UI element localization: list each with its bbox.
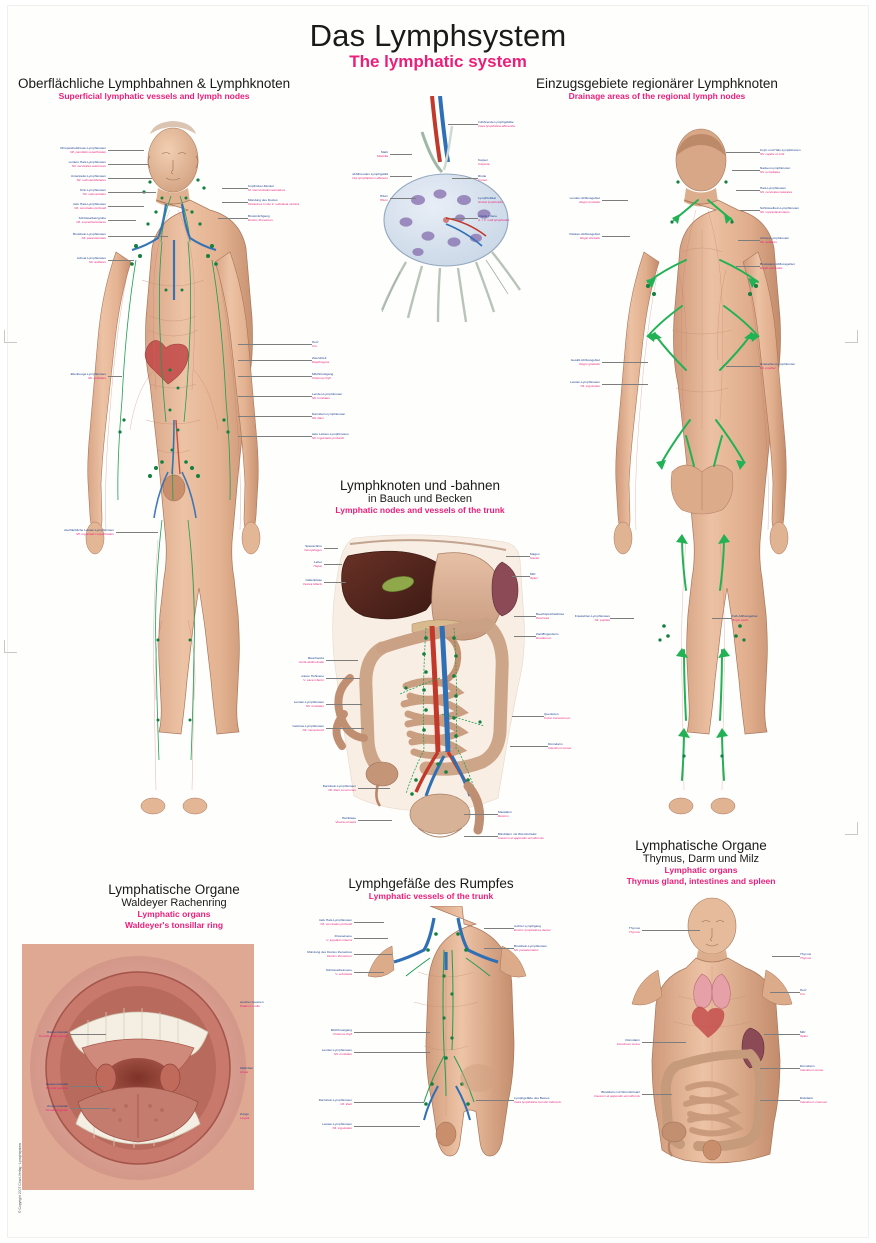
- leader-line: [324, 582, 346, 583]
- label-item: Magen Gaster: [530, 552, 540, 561]
- label-item: Nacken-Lymphknoten Nll. occipitales: [760, 166, 791, 175]
- label-item: Milchbrustgang Cisterna chyli: [312, 372, 334, 381]
- label-item: Herz Cor: [800, 988, 807, 997]
- leader-line: [484, 948, 514, 949]
- leader-line: [448, 124, 478, 125]
- label-item: rechter Lymphgang Ductus lymphaticus dexter: [514, 924, 551, 933]
- copyright-note: © Copyright 2007 Chart-Verlag · Lymphsystem: [18, 1142, 22, 1213]
- leader-line: [354, 922, 384, 923]
- label-item: Brustwand-Abflussgebiet Regio pectoralis: [760, 262, 795, 271]
- label-item: vordere Hals-Lymphknoten Nll. cervicales anteriores: [68, 160, 106, 169]
- leader-line: [354, 1102, 424, 1103]
- label-item: Lenden-Lymphknoten Nll. lumbales: [312, 392, 343, 401]
- leader-line: [760, 1068, 800, 1069]
- leader-line: [642, 1094, 672, 1095]
- leader-line: [354, 938, 388, 939]
- figure-superficial-body: [58, 120, 288, 820]
- leader-line: [738, 240, 760, 241]
- label-item: Dünndarm Intestinum tenue: [548, 742, 572, 751]
- label-item: Zäpfchen Uvula: [240, 1066, 254, 1075]
- leader-line: [238, 396, 312, 397]
- label-item: Brustmilchgang Ductus thoracicus: [248, 214, 273, 223]
- label-item: Kopfnicker-Muskel M. sternocleidomastoideus: [248, 184, 286, 193]
- label-item: Zunge Lingua: [240, 1112, 250, 1121]
- label-item: Mündung des Ductus thoracicus in die V. subclavia sinistra: [248, 198, 300, 207]
- leader-line: [326, 660, 358, 661]
- leader-line: [108, 220, 136, 221]
- leader-line: [108, 236, 168, 237]
- leader-line: [642, 1042, 686, 1043]
- label-item: Ohrspeicheldrüsen-Lymphknoten Nll. parotidei superficiales: [59, 146, 106, 155]
- leader-line: [512, 576, 530, 577]
- label-item: Achsel-Lymphknoten Nll. axillares: [76, 256, 106, 265]
- label-item: Thymus Thymus: [800, 952, 812, 961]
- label-item: Lymphfollikel Noduli lymphoidei: [478, 196, 503, 205]
- label-item: Dünndarm Intestinum tenue: [616, 1038, 640, 1047]
- leader-line: [218, 218, 248, 219]
- label-item: Schlüsselbein-Lymphknoten Nll. supraclaviculares: [760, 206, 800, 215]
- leader-line: [70, 1108, 110, 1109]
- label-item: Blinddarm mit Wurmfortsatz Caecum et appendix vermiformis: [498, 832, 544, 841]
- leader-line: [222, 188, 248, 189]
- leader-line: [354, 954, 392, 955]
- label-item: Bauchspeicheldrüse Pancreas: [536, 612, 565, 621]
- label-item: Mündung des Ductus thoracicus Ductus thoracicus: [307, 950, 352, 959]
- panel-title-drainage: Einzugsgebiete regionärer Lymphknoten Drainage areas of the regional lymph nodes: [536, 76, 778, 101]
- label-item: Brustbein-Lymphknoten Nll. parasternales: [514, 944, 547, 953]
- leader-line: [512, 716, 544, 717]
- label-item: Gekröse-Lymphknoten Nll. mesenterici: [292, 724, 324, 733]
- label-item: Mark Medulla: [377, 150, 388, 159]
- leader-line: [326, 704, 362, 705]
- label-item: Darmbein-Lymphknoten Nll. iliaci: [312, 412, 346, 421]
- label-item: Darmbein-Lymphknoten Nll. iliaci communes: [322, 784, 356, 793]
- label-item: abführendes Lymphgefäß Vas lymphaticum efferens: [352, 172, 388, 181]
- label-item: Milz Splen: [800, 1030, 809, 1039]
- label-item: tiefe Leisten-Lymphknoten Nll. inguinales profundi: [312, 432, 349, 441]
- leader-line: [324, 548, 338, 549]
- figure-abdomen-pelvis: [320, 528, 560, 858]
- leader-line: [390, 198, 416, 199]
- page-title: Das Lymphsystem: [309, 18, 567, 53]
- leader-line: [390, 154, 412, 155]
- label-item: zuführende Lymphgefäße Vasa lymphatica afferentia: [478, 120, 515, 129]
- label-item: Querkolon Colon transversum: [544, 712, 571, 721]
- label-item: Zungenmandel Tonsilla lingualis: [45, 1104, 68, 1113]
- label-item: Gaumenmandel Tonsilla palatina: [45, 1082, 68, 1091]
- panel-title-superficial: Oberflächliche Lymphbahnen & Lymphknoten Superficial lymphatic vessels and lymph nodes: [18, 76, 291, 101]
- label-item: Milz Splen: [530, 572, 539, 581]
- leader-line: [452, 178, 478, 179]
- label-item: tiefe Hals-Lymphknoten Nll. cervicales profundi: [319, 918, 352, 927]
- crop-mark: [4, 330, 17, 343]
- leader-line: [464, 814, 498, 815]
- label-item: Kapsel Capsula: [478, 158, 490, 167]
- label-item: Achsel-Lymphknoten Nll. axillares: [760, 236, 790, 245]
- leader-line: [324, 564, 342, 565]
- leader-line: [238, 436, 312, 437]
- label-item: Schlüsselbeinvene V. subclavia: [325, 968, 352, 977]
- leader-line: [510, 746, 548, 747]
- panel-title-abdomen: Lymphknoten und -bahnen in Bauch und Becken Lymphatic nodes and vessels of the trunk: [335, 478, 505, 515]
- label-item: Bauchaorta Aorta abdominalis: [298, 656, 324, 665]
- leader-line: [108, 260, 134, 261]
- leader-line: [238, 344, 312, 345]
- label-item: untere Hohlvene V. cava inferior: [300, 674, 324, 683]
- leader-line: [602, 236, 630, 237]
- leader-line: [760, 1100, 800, 1101]
- leader-line: [358, 820, 392, 821]
- leader-line: [108, 376, 122, 377]
- label-item: Lenden-Lymphknoten Nll. lumbales: [321, 1048, 352, 1057]
- label-item: Brustbein-Lymphknoten Nll. parasternales: [73, 232, 106, 241]
- leader-line: [326, 678, 360, 679]
- label-item: Lymphgefäße des Beines Vasa lymphatica membri inferioris: [514, 1096, 561, 1105]
- label-item: Blinddarm mit Wurmfortsatz Caecum et appendix vermiformis: [594, 1090, 640, 1099]
- label-item: Mastdarm Rectum: [498, 810, 512, 819]
- label-item: Rücken-Abflussgebiet Regio dorsalis: [569, 232, 600, 241]
- label-item: Milchbrustgang Cisterna chyli: [330, 1028, 352, 1037]
- leader-line: [390, 176, 412, 177]
- label-item: Fuß-Abflussgebiet Regio pedis: [732, 614, 758, 623]
- label-item: Gallenblase Vesica biliaris: [302, 578, 322, 587]
- label-item: Leisten-Lymphknoten Nll. inguinales: [322, 1122, 352, 1131]
- leader-line: [238, 376, 312, 377]
- label-item: Kopf- und Hals-Lymphknoten Nll. capitis et colli: [760, 148, 801, 157]
- leader-line: [354, 972, 384, 973]
- leader-line: [108, 192, 156, 193]
- crop-mark: [845, 822, 858, 835]
- leader-line: [602, 200, 628, 201]
- leader-line: [354, 1126, 420, 1127]
- leader-line: [712, 618, 732, 619]
- label-item: weicher Gaumen Palatum molle: [240, 1000, 264, 1009]
- leader-line: [464, 836, 498, 837]
- leader-line: [764, 1034, 800, 1035]
- panel-title-trunk-vessels: Lymphgefäße des Rumpfes Lymphatic vessels of the trunk: [348, 876, 514, 901]
- panel-title-organs: Lymphatische Organe Thymus, Darm und Milz Lymphatic organs Thymus gland, intestines and spleen: [626, 838, 776, 886]
- leader-line: [602, 384, 648, 385]
- leader-line: [732, 170, 760, 171]
- leader-line: [354, 1052, 430, 1053]
- label-item: oberflächliche Leisten-Lymphknoten Nll. inguinales superficiales: [63, 528, 114, 537]
- crop-mark: [4, 640, 17, 653]
- leader-line: [642, 930, 700, 931]
- leader-line: [116, 532, 158, 533]
- label-item: Zwölffingerdarm Duodenum: [536, 632, 559, 641]
- label-item: Lenden-Lymphknoten Nll. lumbales: [293, 700, 324, 709]
- label-item: Schlüsselbeingrube Nll. supraclaviculares: [76, 216, 106, 225]
- label-item: Darmbein-Lymphknoten Nll. iliaci: [318, 1098, 352, 1107]
- leader-line: [238, 416, 312, 417]
- label-item: Kniekehlen-Lymphknoten Nll. poplitei: [760, 362, 796, 371]
- panel-title-waldeyer: Lymphatische Organe Waldeyer Rachenring Lymphatic organs Waldeyer's tonsillar ring: [108, 882, 240, 930]
- leader-line: [108, 150, 144, 151]
- crop-mark: [845, 330, 858, 343]
- leader-line: [736, 266, 760, 267]
- label-item: Drosselvene V. jugularis interna: [326, 934, 352, 943]
- leader-line: [238, 360, 312, 361]
- leader-line: [476, 1100, 514, 1101]
- label-item: Dickdarm Intestinum crassum: [800, 1096, 828, 1105]
- label-item: Speiseröhre Oesophagus: [304, 544, 322, 553]
- label-item: Thymus Thymus: [628, 926, 640, 935]
- label-item: Gesäß-Abflussgebiet Regio glutealis: [570, 358, 600, 367]
- leader-line: [108, 164, 148, 165]
- label-item: Leisten-Lymphknoten Nll. inguinales: [570, 380, 600, 389]
- leader-line: [514, 636, 536, 637]
- label-item: tiefe Hals-Lymphknoten Nll. cervicales profundi: [73, 202, 106, 211]
- leader-line: [740, 210, 760, 211]
- label-item: Rachenmandel Tonsilla pharyngealis: [38, 1030, 68, 1039]
- leader-line: [108, 178, 152, 179]
- leader-line: [354, 1032, 430, 1033]
- label-item: Dünndarm Intestinum tenue: [800, 1064, 824, 1073]
- label-item: Zwerchfell Diaphragma: [312, 356, 330, 365]
- leader-line: [726, 366, 760, 367]
- label-item: Unterkiefer-Lymphknoten Nll. submandibulares: [70, 174, 106, 183]
- leader-line: [506, 556, 530, 557]
- figure-drainage-body: [586, 120, 816, 820]
- leader-line: [602, 362, 648, 363]
- figure-lymph-node-detail: [360, 96, 550, 326]
- label-item: Arterie / Vene A. / V. nodi lymphoidei: [478, 214, 510, 223]
- figure-lymphatic-organs: [616, 896, 812, 1164]
- label-item: Leber Hepar: [313, 560, 322, 569]
- leader-line: [610, 618, 634, 619]
- label-item: Herz Cor: [312, 340, 319, 349]
- page-subtitle: The lymphatic system: [349, 52, 527, 71]
- leader-line: [222, 202, 248, 203]
- leader-line: [326, 728, 364, 729]
- leader-line: [772, 956, 800, 957]
- figure-waldeyer-mouth: [22, 944, 254, 1190]
- leader-line: [358, 788, 390, 789]
- label-item: Ellenbeuge-Lymphknoten Nll. cubitales: [70, 372, 106, 381]
- leader-line: [70, 1086, 104, 1087]
- label-item: Hilum Hilum: [379, 194, 388, 203]
- label-item: Harnblase Vesica urinaria: [335, 816, 356, 825]
- label-item: Kniekehlen-Lymphknoten Nll. poplitei: [574, 614, 610, 623]
- label-item: Kinn-Lymphknoten Nll. submentales: [79, 188, 106, 197]
- leader-line: [484, 928, 514, 929]
- label-item: Rinde Cortex: [478, 174, 488, 183]
- leader-line: [514, 616, 536, 617]
- leader-line: [726, 152, 760, 153]
- leader-line: [452, 218, 478, 219]
- leader-line: [770, 992, 800, 993]
- label-item: Lenden-Abflussgebiet Regio lumbalis: [569, 196, 600, 205]
- leader-line: [736, 190, 760, 191]
- label-item: Hals-Lymphknoten Nll. cervicales laterales: [760, 186, 793, 195]
- leader-line: [70, 1034, 106, 1035]
- leader-line: [108, 206, 144, 207]
